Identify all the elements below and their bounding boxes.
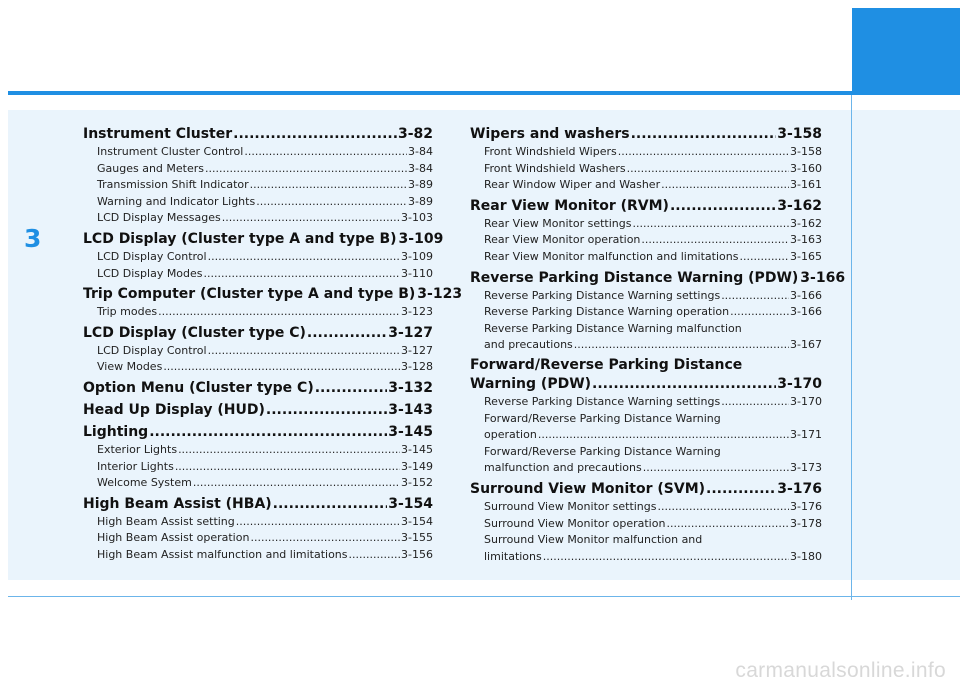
toc-subsection-entry[interactable] bbox=[83, 249, 433, 266]
toc-entry-title: and precautions bbox=[484, 338, 573, 352]
toc-entry-title: Wipers and washers bbox=[470, 126, 630, 142]
toc-section-entry[interactable] bbox=[83, 494, 433, 514]
toc-entry-title: LCD Display (Cluster type C) bbox=[83, 324, 306, 341]
toc-section-entry[interactable] bbox=[470, 479, 822, 499]
toc-entry-title: Rear View Monitor malfunction and limitations bbox=[484, 249, 739, 263]
dot-leader bbox=[739, 249, 789, 266]
toc-entry-page: 3-109 bbox=[398, 230, 444, 247]
toc-subsection-entry[interactable] bbox=[83, 144, 433, 161]
toc-entry-title: Front Windshield Wipers bbox=[484, 145, 617, 158]
dot-leader bbox=[618, 144, 789, 161]
toc-entry-page: 3-155 bbox=[401, 531, 433, 545]
toc-entry-page: 3-176 bbox=[777, 480, 822, 497]
dot-leader bbox=[721, 394, 789, 411]
toc-entry-title: limitations bbox=[484, 549, 542, 563]
toc-section-entry[interactable] bbox=[470, 268, 846, 288]
toc-entry-first-line: Reverse Parking Distance Warning malfunction bbox=[484, 321, 742, 335]
toc-entry-page: 3-163 bbox=[790, 233, 822, 247]
toc-entry-page: 3-123 bbox=[401, 305, 433, 319]
toc-subsection-entry[interactable] bbox=[83, 514, 433, 531]
toc-entry-title: Trip modes bbox=[97, 305, 158, 319]
toc-subsection-entry[interactable] bbox=[470, 427, 822, 444]
toc-entry-page: 3-166 bbox=[800, 269, 846, 286]
toc-entry-title: High Beam Assist (HBA) bbox=[83, 495, 272, 512]
toc-subsection-entry[interactable] bbox=[470, 249, 822, 266]
toc-section-entry[interactable] bbox=[470, 374, 822, 394]
toc-subsection-entry[interactable] bbox=[83, 530, 433, 547]
dot-leader bbox=[205, 161, 407, 178]
toc-entry-title: Head Up Display (HUD) bbox=[83, 401, 265, 418]
dot-leader bbox=[631, 124, 777, 144]
toc-entry-page: 3-82 bbox=[397, 126, 433, 142]
toc-subsection-entry[interactable] bbox=[83, 161, 433, 178]
dot-leader bbox=[721, 288, 789, 305]
toc-entry-page: 3-170 bbox=[777, 375, 822, 392]
toc-entry-title: Reverse Parking Distance Warning operation bbox=[484, 305, 730, 319]
toc-subsection-entry[interactable] bbox=[470, 288, 822, 305]
toc-entry-title: Gauges and Meters bbox=[97, 161, 204, 175]
dot-leader bbox=[666, 516, 789, 533]
toc-entry-title: LCD Display Modes bbox=[97, 266, 203, 280]
toc-entry-title: Surround View Monitor operation bbox=[484, 516, 666, 530]
toc-entry-page: 3-132 bbox=[388, 379, 433, 396]
dot-leader bbox=[706, 479, 776, 499]
dot-leader bbox=[158, 304, 400, 321]
dot-leader bbox=[632, 216, 789, 233]
toc-subsection-entry[interactable] bbox=[470, 216, 822, 233]
toc-entry-page: 3-158 bbox=[777, 126, 822, 142]
toc-subsection-entry[interactable] bbox=[83, 359, 433, 376]
dot-leader bbox=[315, 378, 387, 398]
toc-entry-first-line: Forward/Reverse Parking Distance bbox=[470, 356, 743, 373]
dot-leader bbox=[658, 499, 790, 516]
dot-leader bbox=[643, 460, 789, 477]
dot-leader bbox=[163, 359, 400, 376]
toc-entry-page: 3-152 bbox=[401, 476, 433, 490]
toc-entry-title: Interior Lights bbox=[97, 459, 174, 473]
dot-leader bbox=[178, 442, 400, 459]
toc-subsection-entry[interactable] bbox=[470, 144, 822, 161]
toc-entry-page: 3-145 bbox=[401, 442, 433, 456]
dot-leader bbox=[250, 530, 400, 547]
toc-entry-title: Lighting bbox=[83, 423, 149, 440]
toc-entry-page: 3-154 bbox=[401, 514, 433, 528]
dot-leader bbox=[349, 547, 401, 564]
dot-leader bbox=[256, 194, 407, 211]
toc-subsection-entry[interactable] bbox=[83, 343, 433, 360]
dot-leader bbox=[273, 494, 388, 514]
dot-leader bbox=[592, 374, 776, 394]
toc-entry-title: Rear View Monitor (RVM) bbox=[470, 197, 669, 214]
toc-entry-title: Exterior Lights bbox=[97, 442, 178, 456]
toc-subsection-entry[interactable] bbox=[470, 394, 822, 411]
toc-entry-page: 3-143 bbox=[388, 401, 433, 418]
toc-entry-title: Transmission Shift Indicator bbox=[97, 178, 249, 192]
dot-leader bbox=[307, 323, 387, 343]
toc-subsection-entry[interactable] bbox=[470, 177, 822, 194]
toc-entry-page: 3-160 bbox=[790, 161, 822, 175]
toc-entry-page: 3-166 bbox=[790, 305, 822, 319]
toc-entry-first-line: Forward/Reverse Parking Distance Warning bbox=[484, 444, 721, 458]
toc-entry-page: 3-173 bbox=[790, 461, 822, 475]
toc-entry-title: LCD Display Control bbox=[97, 249, 207, 263]
toc-left-column bbox=[83, 122, 463, 564]
toc-entry-page: 3-149 bbox=[401, 459, 433, 473]
toc-section-entry[interactable] bbox=[83, 284, 463, 304]
chapter-corner-tab bbox=[852, 8, 960, 95]
toc-entry-first-line: Surround View Monitor malfunction and bbox=[484, 533, 703, 547]
toc-entry-page: 3-171 bbox=[790, 428, 822, 442]
margin-divider bbox=[851, 95, 852, 600]
dot-leader bbox=[222, 210, 400, 227]
toc-entry-title: operation bbox=[484, 428, 537, 442]
toc-section-entry[interactable] bbox=[83, 124, 433, 144]
toc-right-column bbox=[470, 122, 846, 565]
dot-leader bbox=[193, 475, 400, 492]
toc-entry-page: 3-162 bbox=[790, 216, 822, 230]
toc-entry-title: Warning and Indicator Lights bbox=[97, 194, 256, 208]
toc-section-entry[interactable] bbox=[470, 124, 822, 144]
toc-entry-page: 3-145 bbox=[388, 423, 433, 440]
toc-section-entry[interactable] bbox=[83, 229, 444, 249]
dot-leader bbox=[236, 514, 400, 531]
toc-entry-title: High Beam Assist malfunction and limitations bbox=[97, 547, 348, 561]
toc-entry-page: 3-128 bbox=[401, 360, 433, 374]
toc-subsection-entry[interactable] bbox=[470, 499, 822, 516]
toc-entry-page: 3-166 bbox=[790, 288, 822, 302]
toc-subsection-entry[interactable] bbox=[83, 547, 433, 564]
toc-entry-title: Option Menu (Cluster type C) bbox=[83, 379, 314, 396]
toc-entry-title: High Beam Assist setting bbox=[97, 514, 235, 528]
toc-entry-title: Surround View Monitor (SVM) bbox=[470, 480, 706, 497]
toc-subsection-entry[interactable] bbox=[470, 232, 822, 249]
toc-entry-page: 3-180 bbox=[790, 549, 822, 563]
toc-entry-title: Instrument Cluster Control bbox=[97, 145, 244, 158]
toc-entry-page: 3-103 bbox=[401, 211, 433, 225]
toc-entry-title: LCD Display (Cluster type A and type B) bbox=[83, 230, 397, 247]
toc-subsection-entry[interactable] bbox=[83, 194, 433, 211]
toc-subsection-entry[interactable] bbox=[83, 442, 433, 459]
dot-leader bbox=[574, 337, 789, 354]
toc-subsection-entry[interactable] bbox=[83, 304, 433, 321]
toc-subsection-entry[interactable] bbox=[83, 475, 433, 492]
toc-subsection-entry[interactable] bbox=[83, 210, 433, 227]
toc-entry-page: 3-162 bbox=[777, 197, 822, 214]
toc-entry-title: LCD Display Control bbox=[97, 343, 207, 357]
dot-leader bbox=[175, 459, 400, 476]
toc-section-entry[interactable] bbox=[83, 378, 433, 398]
toc-entry-title: Instrument Cluster bbox=[83, 126, 233, 142]
toc-entry-title: View Modes bbox=[97, 360, 163, 374]
toc-entry-page: 3-84 bbox=[408, 145, 433, 158]
toc-entry-page: 3-154 bbox=[388, 495, 433, 512]
toc-entry-page: 3-167 bbox=[790, 338, 822, 352]
dot-leader bbox=[641, 232, 789, 249]
toc-entry-title: Rear View Monitor settings bbox=[484, 216, 632, 230]
toc-entry-title: Reverse Parking Distance Warning settings bbox=[484, 288, 721, 302]
toc-subsection-entry[interactable] bbox=[470, 460, 822, 477]
toc-entry-page: 3-127 bbox=[401, 343, 433, 357]
toc-subsection-entry[interactable] bbox=[83, 177, 433, 194]
toc-entry-page: 3-109 bbox=[401, 249, 433, 263]
toc-subsection-entry[interactable] bbox=[470, 337, 822, 354]
dot-leader bbox=[208, 343, 400, 360]
toc-entry-first-line: Forward/Reverse Parking Distance Warning bbox=[484, 411, 721, 425]
dot-leader bbox=[627, 161, 789, 178]
dot-leader bbox=[661, 177, 789, 194]
dot-leader bbox=[149, 422, 387, 442]
toc-entry-page: 3-158 bbox=[790, 145, 822, 158]
toc-entry-title: High Beam Assist operation bbox=[97, 531, 250, 545]
toc-entry-page: 3-156 bbox=[401, 547, 433, 561]
watermark: carmanualsonline.info bbox=[735, 659, 946, 682]
toc-section-entry[interactable] bbox=[83, 323, 433, 343]
toc-entry-page: 3-110 bbox=[401, 266, 433, 280]
toc-subsection-entry[interactable] bbox=[83, 459, 433, 476]
dot-leader bbox=[233, 124, 397, 144]
dot-leader bbox=[266, 400, 387, 420]
toc-entry-title: Warning (PDW) bbox=[470, 375, 592, 392]
toc-subsection-entry[interactable] bbox=[470, 161, 822, 178]
toc-section-entry[interactable] bbox=[470, 196, 822, 216]
toc-entry-page: 3-170 bbox=[790, 394, 822, 408]
toc-entry-page: 3-127 bbox=[388, 324, 433, 341]
toc-entry-page: 3-165 bbox=[790, 249, 822, 263]
toc-entry-title: Reverse Parking Distance Warning settings bbox=[484, 394, 721, 408]
toc-section-entry[interactable] bbox=[83, 422, 433, 442]
toc-subsection-entry[interactable] bbox=[470, 304, 822, 321]
dot-leader bbox=[670, 196, 776, 216]
toc-entry-page: 3-89 bbox=[408, 194, 433, 208]
toc-entry-title: Rear Window Wiper and Washer bbox=[484, 178, 661, 192]
chapter-number: 3 bbox=[24, 224, 42, 253]
header-rule bbox=[8, 91, 960, 95]
dot-leader bbox=[730, 304, 789, 321]
toc-entry-title: Reverse Parking Distance Warning (PDW) bbox=[470, 269, 799, 286]
toc-entry-page: 3-89 bbox=[408, 178, 433, 192]
footer-rule bbox=[8, 596, 960, 597]
toc-entry-page: 3-176 bbox=[790, 499, 822, 513]
toc-entry-page: 3-123 bbox=[417, 286, 463, 303]
dot-leader bbox=[538, 427, 789, 444]
toc-entry-title: malfunction and precautions bbox=[484, 461, 642, 475]
toc-entry-title: Rear View Monitor operation bbox=[484, 233, 641, 247]
toc-subsection-entry[interactable] bbox=[470, 516, 822, 533]
dot-leader bbox=[250, 177, 407, 194]
dot-leader bbox=[543, 549, 789, 566]
toc-entry-page: 3-84 bbox=[408, 161, 433, 175]
dot-leader bbox=[244, 144, 407, 161]
toc-entry-title: Welcome System bbox=[97, 476, 192, 490]
toc-subsection-entry[interactable] bbox=[470, 549, 822, 566]
toc-entry-title: Trip Computer (Cluster type A and type B) bbox=[83, 286, 416, 303]
toc-entry-page: 3-178 bbox=[790, 516, 822, 530]
dot-leader bbox=[208, 249, 400, 266]
toc-entry-title: LCD Display Messages bbox=[97, 211, 221, 225]
toc-entry-title: Front Windshield Washers bbox=[484, 161, 626, 175]
toc-section-entry[interactable] bbox=[83, 400, 433, 420]
toc-entry-title: Surround View Monitor settings bbox=[484, 499, 657, 513]
dot-leader bbox=[204, 266, 401, 283]
toc-subsection-entry[interactable] bbox=[83, 266, 433, 283]
toc-entry-page: 3-161 bbox=[790, 178, 822, 192]
